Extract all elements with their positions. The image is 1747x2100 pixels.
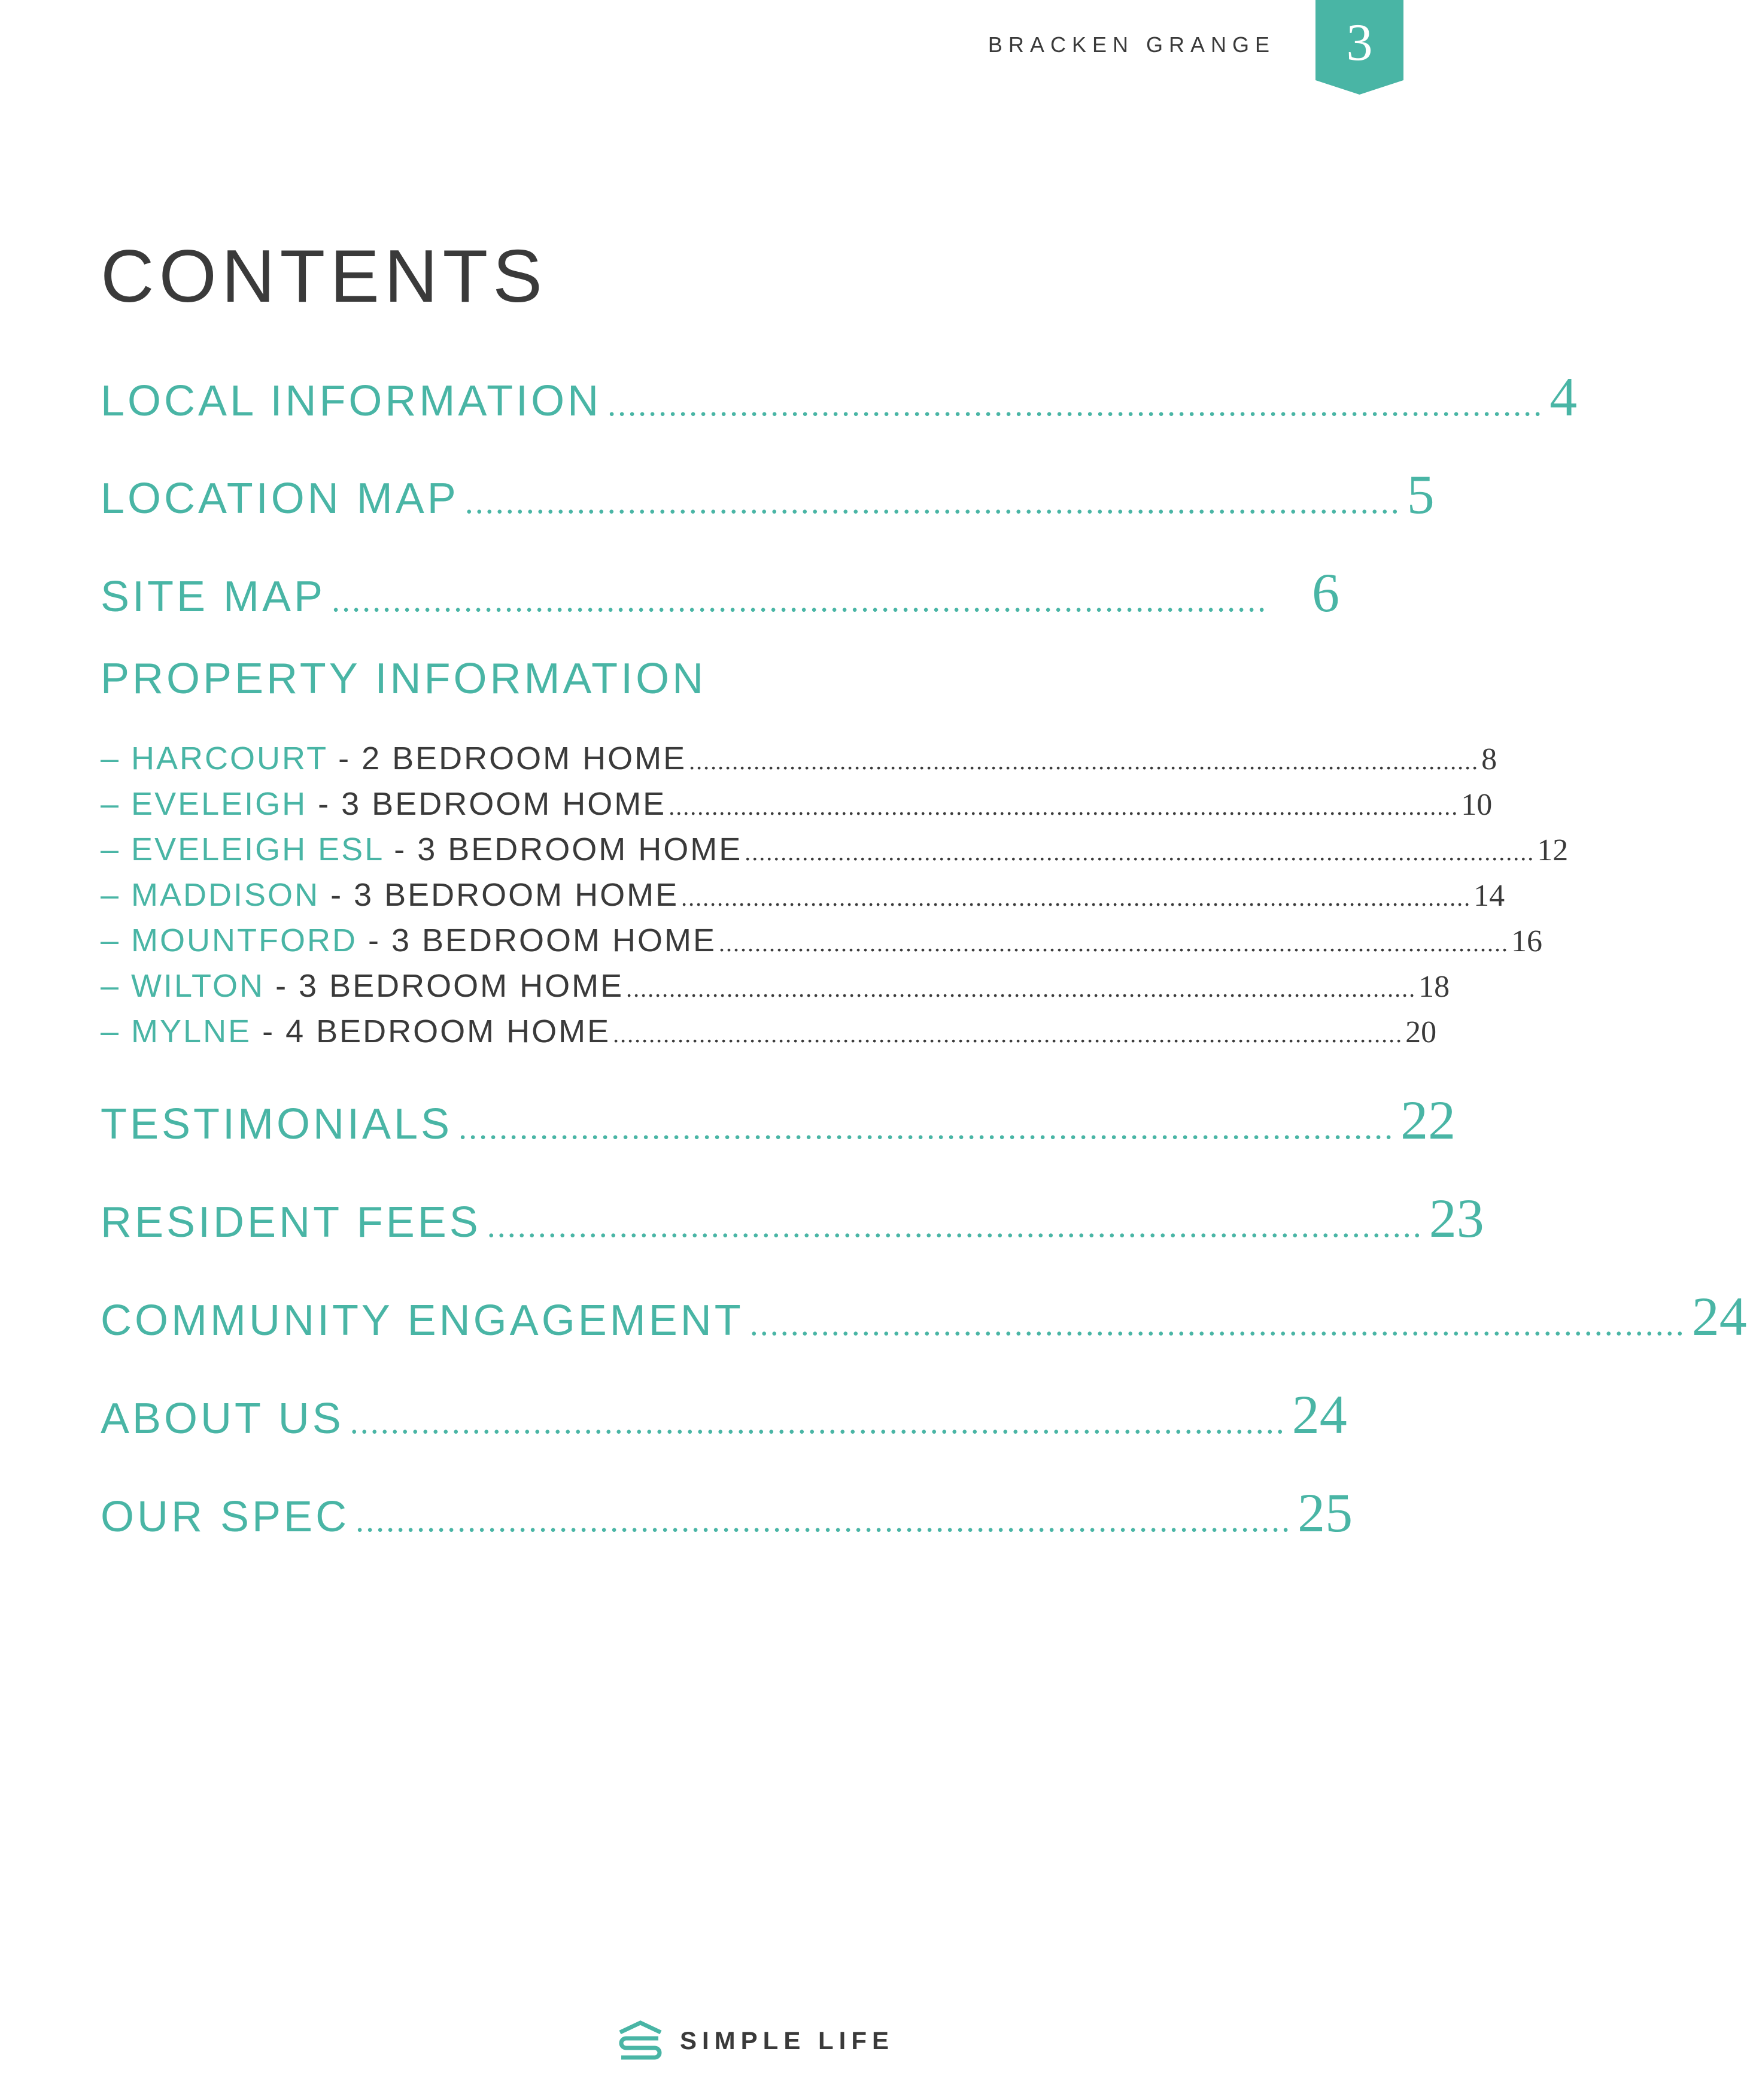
- toc-leader-dots: ..............................................................................................................: [626, 975, 1417, 1002]
- toc-entry-label: RESIDENT FEES: [101, 1198, 481, 1246]
- sub-entry-name: EVELEIGH ESL: [131, 831, 384, 867]
- toc-entry-label: OUR SPEC: [101, 1493, 350, 1541]
- toc-page-number: 6: [1312, 562, 1339, 623]
- section-heading-property-information: PROPERTY INFORMATION: [101, 655, 707, 703]
- sub-entry-prefix: –: [101, 741, 132, 776]
- sub-entry-description: - 3 BEDROOM HOME: [383, 831, 743, 867]
- toc-leader-dots: ............................................................................................: [607, 386, 1544, 423]
- toc-entry-label: TESTIMONIALS: [101, 1100, 453, 1148]
- toc-page-number: 24: [1292, 1384, 1347, 1445]
- toc-sub-entry-mylne[interactable]: [101, 1013, 1437, 1050]
- toc-entry-about-us[interactable]: [101, 1383, 1347, 1446]
- toc-leader-dots: ..............................................................................................................: [719, 930, 1509, 957]
- sub-entry-name: EVELEIGH: [131, 786, 308, 822]
- toc-sub-entry-label: [101, 1013, 610, 1050]
- toc-sub-entry-maddison[interactable]: [101, 876, 1505, 914]
- sub-entry-prefix: –: [101, 877, 132, 913]
- sub-entry-name: MYLNE: [131, 1013, 252, 1049]
- toc-leader-dots: ............................................................................................: [487, 1207, 1423, 1245]
- toc-leader-dots: ............................................................................................: [464, 484, 1401, 521]
- sub-entry-description: - 3 BEDROOM HOME: [307, 786, 667, 822]
- sub-entry-name: HARCOURT: [131, 741, 328, 776]
- page-number-tab: [1315, 0, 1403, 95]
- house-logo-icon: [618, 2020, 663, 2061]
- toc-entry-label: ABOUT US: [101, 1395, 344, 1443]
- toc-leader-dots: ..............................................................................................................: [669, 793, 1459, 820]
- sub-entry-prefix: –: [101, 786, 132, 822]
- sub-entry-description: - 3 BEDROOM HOME: [357, 922, 717, 958]
- sub-entry-description: - 4 BEDROOM HOME: [251, 1013, 611, 1049]
- toc-page-number: 20: [1405, 1015, 1437, 1049]
- toc-entry-label: COMMUNITY ENGAGEMENT: [101, 1297, 744, 1345]
- toc-page-number: 16: [1511, 924, 1543, 958]
- toc-leader-dots: ..............................................................................................................: [681, 884, 1472, 911]
- toc-page-number: 22: [1400, 1090, 1456, 1151]
- toc-leader-dots: ............................................................................................: [356, 1502, 1292, 1539]
- sub-entry-prefix: –: [101, 831, 132, 867]
- sub-entry-name: WILTON: [131, 968, 265, 1004]
- toc-page-number: 8: [1481, 742, 1497, 776]
- toc-entry-testimonials[interactable]: [101, 1088, 1456, 1152]
- toc-page-number: 18: [1418, 970, 1450, 1004]
- toc-page-number: 12: [1537, 833, 1569, 867]
- footer-logo: [618, 2020, 894, 2061]
- toc-leader-dots: ..............................................................................................................: [745, 839, 1535, 866]
- toc-page-number: 23: [1429, 1188, 1484, 1249]
- page-number: 3: [1346, 14, 1373, 72]
- sub-entry-description: - 3 BEDROOM HOME: [320, 877, 679, 913]
- toc-sub-entry-eveleigh[interactable]: [101, 785, 1493, 823]
- toc-leader-dots: ............................................................................................: [350, 1404, 1286, 1441]
- toc-entry-label: SITE MAP: [101, 573, 326, 621]
- sub-entry-description: - 3 BEDROOM HOME: [265, 968, 624, 1004]
- sub-entry-prefix: –: [101, 968, 132, 1004]
- sub-entry-name: MOUNTFORD: [131, 922, 357, 958]
- toc-page-number: 25: [1298, 1482, 1353, 1543]
- sub-entry-name: MADDISON: [131, 877, 320, 913]
- toc-sub-entry-mountford[interactable]: [101, 922, 1543, 959]
- toc-entry-location-map[interactable]: [101, 463, 1435, 526]
- sub-entry-prefix: –: [101, 1013, 132, 1049]
- toc-sub-entry-label: [101, 967, 624, 1005]
- toc-leader-dots: ..............................................................................................................: [689, 748, 1479, 775]
- toc-entry-label: LOCAL INFORMATION: [101, 377, 602, 425]
- toc-page-number: 14: [1473, 879, 1505, 913]
- toc-page-number: 5: [1406, 464, 1435, 525]
- toc-page-number: 4: [1549, 366, 1578, 427]
- sub-entry-prefix: –: [101, 922, 132, 958]
- toc-entry-community-engagement[interactable]: [101, 1285, 1747, 1348]
- toc-entry-our-spec[interactable]: [101, 1481, 1353, 1544]
- toc-sub-entry-label: [101, 831, 742, 868]
- toc-entry-label: LOCATION MAP: [101, 475, 459, 523]
- logo-text: SIMPLE LIFE: [680, 2026, 895, 2055]
- sub-entry-description: - 2 BEDROOM HOME: [327, 741, 687, 776]
- toc-sub-entry-label: [101, 922, 716, 959]
- header-title: BRACKEN GRANGE: [988, 32, 1275, 57]
- toc-leader-dots: ............................................................................................: [458, 1109, 1395, 1146]
- toc-page-number: 24: [1691, 1286, 1747, 1347]
- toc-sub-entry-label: [101, 785, 666, 823]
- page-title: CONTENTS: [101, 235, 547, 318]
- toc-entry-local-information[interactable]: [101, 365, 1578, 429]
- toc-entry-resident-fees[interactable]: [101, 1186, 1484, 1250]
- toc-sub-entry-eveleigh-esl[interactable]: [101, 831, 1569, 868]
- toc-entry-site-map[interactable]: [101, 561, 1339, 624]
- toc-leader-dots: ............................................................................................: [332, 582, 1268, 619]
- toc-leader-dots: ..............................................................................................................: [613, 1021, 1403, 1048]
- toc-sub-entry-label: [101, 740, 686, 777]
- toc-page-number: 10: [1461, 788, 1493, 822]
- toc-sub-entry-harcourt[interactable]: [101, 740, 1497, 777]
- toc-sub-entry-label: [101, 876, 679, 914]
- toc-sub-entry-wilton[interactable]: [101, 967, 1450, 1005]
- toc-leader-dots: ............................................................................................: [749, 1306, 1686, 1343]
